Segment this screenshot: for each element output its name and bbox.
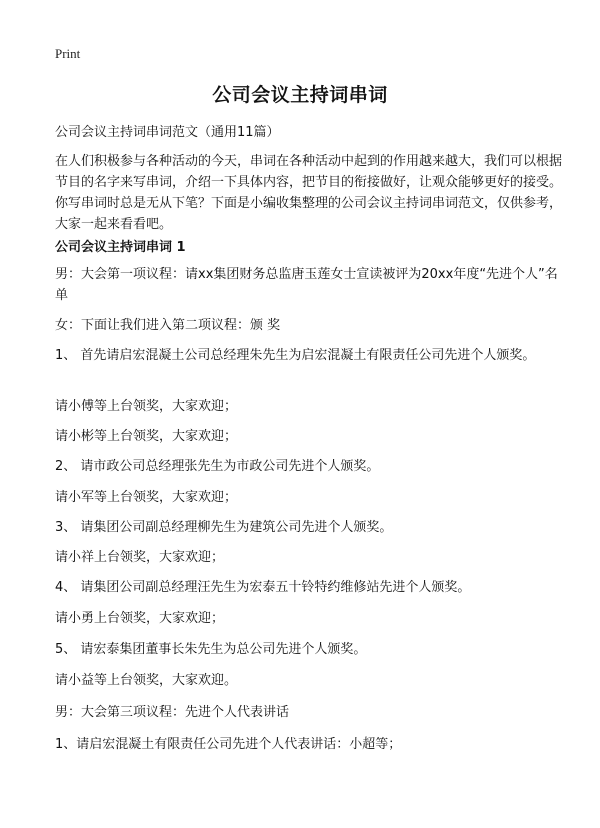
document-subtitle: 公司会议主持词串词范文（通用11篇） [55,125,280,140]
paragraph: 女：下面让我们进入第二项议程：颁 奖 [55,318,281,333]
paragraph: 男：大会第一项议程：请xx集团财务总监唐玉莲女士宣读被评为20xx年度“先进个人”名单 [55,267,558,303]
intro-paragraph: 在人们积极参与各种活动的今天，串词在各种活动中起到的作用越来越大，我们可以根据节目的名字来写串词，介绍一下具体内容，把节目的衔接做好，让观众能够更好的接受。你写串词时总是无从下笔？下面是小编收集整理的公司会议主持词串词范文，仅供参考，大家一起来看看吧。 [55,154,563,232]
paragraph: 请小勇上台领奖，大家欢迎； [55,611,225,626]
paragraph: 5、 请宏泰集团董事长朱先生为总公司先进个人颁奖。 [55,642,367,657]
page-title: 公司会议主持词串词 [212,84,388,106]
paragraph: 1、请启宏混凝土有限责任公司先进个人代表讲话：小超等； [55,737,402,752]
section-heading: 公司会议主持词串词 1 [55,240,186,255]
paragraph: 请小傅等上台领奖，大家欢迎； [55,399,238,414]
print-link[interactable]: Print [55,46,81,61]
paragraph: 请小祥上台领奖，大家欢迎； [55,550,225,565]
paragraph: 2、 请市政公司总经理张先生为市政公司先进个人颁奖。 [55,459,380,474]
paragraph: 男：大会第三项议程：先进个人代表讲话 [55,705,290,720]
paragraph: 请小军等上台领奖，大家欢迎； [55,490,238,505]
paragraph: 3、 请集团公司副总经理柳先生为建筑公司先进个人颁奖。 [55,520,393,535]
paragraph: 1、 首先请启宏混凝土公司总经理朱先生为启宏混凝土有限责任公司先进个人颁奖。 [55,348,536,363]
paragraph: 请小益等上台领奖，大家欢迎。 [55,673,238,688]
paragraph: 请小彬等上台领奖，大家欢迎； [55,429,238,444]
paragraph: 4、 请集团公司副总经理汪先生为宏泰五十铃特约维修站先进个人颁奖。 [55,580,471,595]
